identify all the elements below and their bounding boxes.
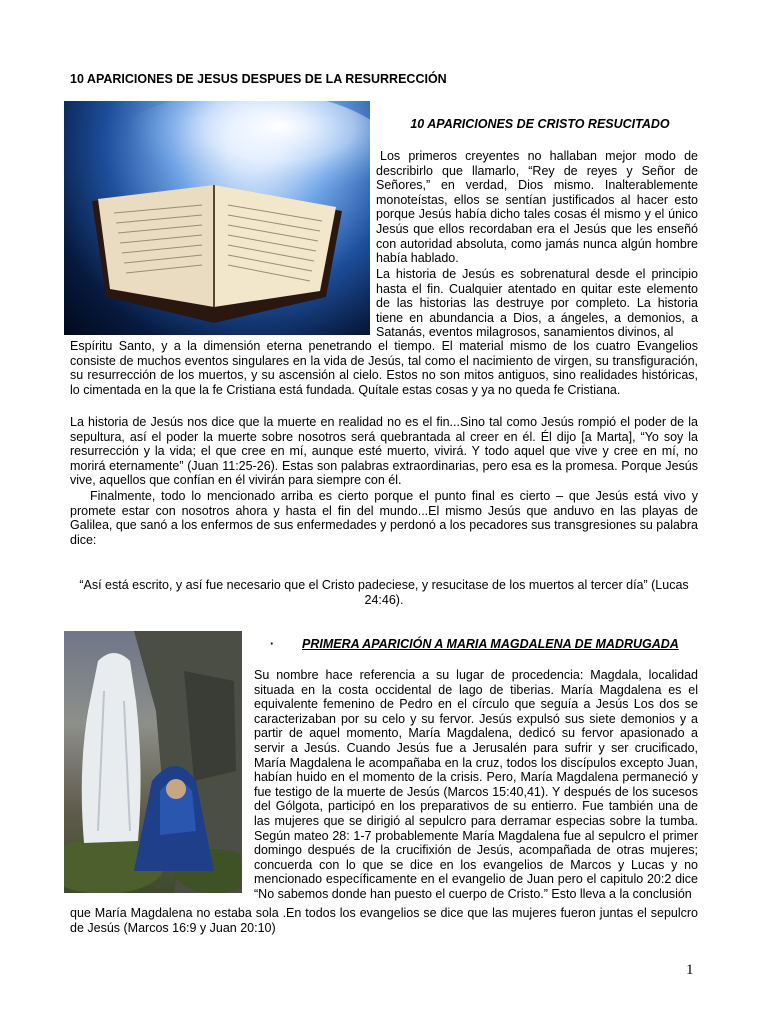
bullet-marker: · — [270, 637, 275, 651]
mary-magdalene-painting-icon — [64, 631, 242, 893]
history-paragraph-continued: Espíritu Santo, y a la dimensión eterna penetrando el tiempo. El material mismo de los cuatro Evangelios consiste de muchos eventos singulares en la vida de Jesús, tal como el nacimiento de virgen, su transfiguración, su resurrección de los muertos, y su ascensión al cielo. Estos no son mitos antiguos, sino realidades históricas, lo cimentada en la que la fe Cristiana está fundada. Quítale estas cosas y ya no queda fe Cristiana. — [70, 339, 698, 397]
section-subheading: 10 APARICIONES DE CRISTO RESUCITADO — [410, 117, 670, 131]
conclusion-paragraph: Finalmente, todo lo mencionado arriba es cierto porque el punto final es cierto – que Jesús está vivo y promete estar con nosotros ahora y hasta el fin del mundo...El mismo Jesús que anduvo en las playas de Galilea, que sanó a los enfermos de sus enfermedades y perdonó a los pecadores sus transgresiones su palabra dice: — [70, 489, 698, 547]
intro-paragraph: Los primeros creyentes no hallaban mejor modo de describirlo que llamarlo, “Rey de reyes y Señor de Señores,” en verdad, Dios mismo. Inalterablemente monoteístas, ellos se sentían justificados al hacer esto porque Jesús había dicho tales cosas él mismo y el único Jesús que ellos recordaban era el Jesús que les enseñó con autoridad absoluta, como jamás nunca algún hombre había hablado. — [376, 149, 698, 266]
history-paragraph: La historia de Jesús es sobrenatural desde el principio hasta el fin. Cualquier atentado en quitar este elemento de las historias las destruye por completo. La historia tiene en abundancia a Dios, a ángeles, a demonios, a Satanás, eventos milagrosos, sanamientos divinos, al — [376, 267, 698, 340]
open-bible-icon — [64, 101, 370, 335]
first-appearance-heading: PRIMERA APARICIÓN A MARIA MAGDALENA DE MADRUGADA — [302, 637, 679, 651]
mary-magdalene-image — [64, 631, 242, 893]
mary-magdalene-paragraph: Su nombre hace referencia a su lugar de procedencia: Magdala, localidad situada en la costa occidental de lago de tiberias. María Magdalena es el equivalente femenino de Pedro en el círculo que seguía a Jesús Los dos se caracterizaban por su celo y su fervor. Jesús expulsó sus siete demonios y a partir de aquel momento, María Magdalena, dedicó su fervor apasionado a servir a Jesús. Cuando Jesús fue a Jerusalén para sufrir y ser crucificado, María Magdalena le acompañaba en la cruz, todos los discípulos excepto Juan, habían huido en el momento de la crisis. Pero, María Magdalena permaneció y fue testigo de la muerte de Jesús (Marcos 15:40,41). Y después de los sucesos del Gólgota, participó en los preparativos de su entierro. Fue también una de las mujeres que se dirigió al sepulcro para derramar especias sobre la tumba. Según mateo 28: 1-7 probablemente María Magdalena fue al sepulcro el primer domingo después de la crucifixión de Jesús, acompañada de otras mujeres; concuerda con lo que se dice en los evangelios de Marcos y Lucas y no mencionado específicamente en el evangelio de Juan pero el capitulo 20:2 dice “No sabemos donde han puesto el cuerpo de Cristo.” Esto lleva a la conclusión — [254, 668, 698, 901]
scripture-quote: “Así está escrito, y así fue necesario que el Cristo padeciese, y resucitase de los muertos al tercer día” (Lucas 24:46). — [79, 578, 689, 607]
death-paragraph: La historia de Jesús nos dice que la muerte en realidad no es el fin...Sino tal como Jesús rompió el poder de la sepultura, así el poder la muerte sobre nosotros será quebrantada al creer en él. Él dijo [a Marta], “Yo soy la resurrección y la vida; el que cree en mí, aunque esté muerto, vivirá. Y todo aquel que vive y cree en mí, no morirá eternamente” (Juan 11:25-26). Estas son palabras extraordinarias, pero esa es la promesa. Porque Jesús vive, aquellos que confían en él vivirán para siempre con él. — [70, 415, 698, 488]
open-bible-image — [64, 101, 370, 335]
page-number: 1 — [686, 962, 694, 978]
document-title: 10 APARICIONES DE JESUS DESPUES DE LA RESURRECCIÓN — [70, 72, 447, 86]
mary-magdalene-paragraph-continued: que María Magdalena no estaba sola .En todos los evangelios se dice que las mujeres fueron juntas el sepulcro de Jesús (Marcos 16:9 y Juan 20:10) — [70, 906, 698, 935]
